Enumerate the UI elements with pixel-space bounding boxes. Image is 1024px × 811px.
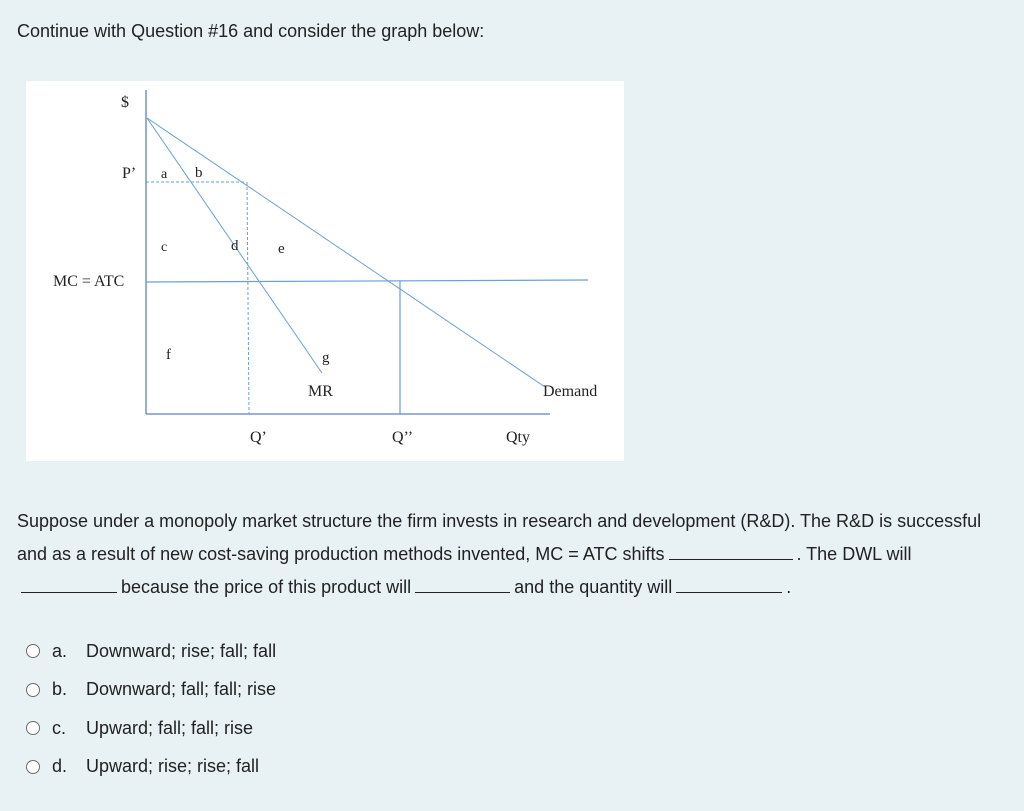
option-text: Downward; fall; fall; rise bbox=[86, 679, 277, 700]
radio-button[interactable] bbox=[26, 760, 40, 774]
question-part4: and the quantity will bbox=[514, 577, 673, 597]
option-text: Upward; fall; fall; rise bbox=[86, 717, 254, 738]
mc-atc-label: MC = ATC bbox=[53, 273, 125, 290]
blank-4 bbox=[676, 576, 782, 593]
radio-button[interactable] bbox=[26, 683, 40, 697]
blank-2 bbox=[21, 576, 117, 593]
demand-label: Demand bbox=[543, 383, 598, 400]
question-part1: Suppose under a monopoly market structure the firm invests in research and development (R&D). The R&D is successful and as a result of new cost-saving production methods invented, MC = ATC shifts bbox=[17, 511, 982, 564]
question-part3: because the price of this product will bbox=[121, 577, 412, 597]
q-prime-dashed-line bbox=[247, 182, 249, 414]
area-f-label: f bbox=[166, 347, 171, 363]
area-b-label: b bbox=[195, 165, 203, 181]
blank-1 bbox=[669, 543, 793, 560]
area-e-label: e bbox=[278, 241, 285, 257]
qty-label: Qty bbox=[506, 429, 530, 446]
question-text bbox=[17, 505, 1007, 604]
option-letter: b. bbox=[52, 679, 68, 700]
area-g-label: g bbox=[322, 350, 330, 366]
area-d-label: d bbox=[231, 238, 239, 254]
option-b[interactable] bbox=[26, 671, 276, 710]
option-a[interactable] bbox=[26, 632, 276, 671]
area-a-label: a bbox=[161, 167, 168, 182]
mc-atc-line bbox=[146, 280, 588, 282]
option-letter: d. bbox=[52, 756, 68, 777]
option-d[interactable] bbox=[26, 748, 276, 787]
dollar-label: $ bbox=[121, 94, 129, 111]
question-part5: . bbox=[786, 577, 792, 597]
option-c[interactable] bbox=[26, 709, 276, 748]
demand-curve bbox=[147, 118, 545, 387]
option-letter: c. bbox=[52, 717, 67, 738]
q-double-prime-label: Q’’ bbox=[392, 429, 414, 446]
area-c-label: c bbox=[161, 240, 168, 255]
question-part2: . The DWL will bbox=[796, 544, 912, 564]
question-intro: Continue with Question #16 and consider the graph below: bbox=[17, 21, 485, 41]
mr-label: MR bbox=[308, 383, 333, 400]
monopoly-graph bbox=[26, 81, 624, 461]
p-prime-label: P’ bbox=[122, 165, 137, 182]
monopoly-graph-svg bbox=[26, 81, 624, 461]
answer-options bbox=[26, 632, 276, 786]
radio-button[interactable] bbox=[26, 644, 40, 658]
option-text: Downward; rise; fall; fall bbox=[86, 640, 277, 661]
option-letter: a. bbox=[52, 640, 68, 661]
q-prime-label: Q’ bbox=[250, 429, 267, 446]
blank-3 bbox=[415, 576, 510, 593]
option-text: Upward; rise; rise; fall bbox=[86, 756, 260, 777]
radio-button[interactable] bbox=[26, 721, 40, 735]
